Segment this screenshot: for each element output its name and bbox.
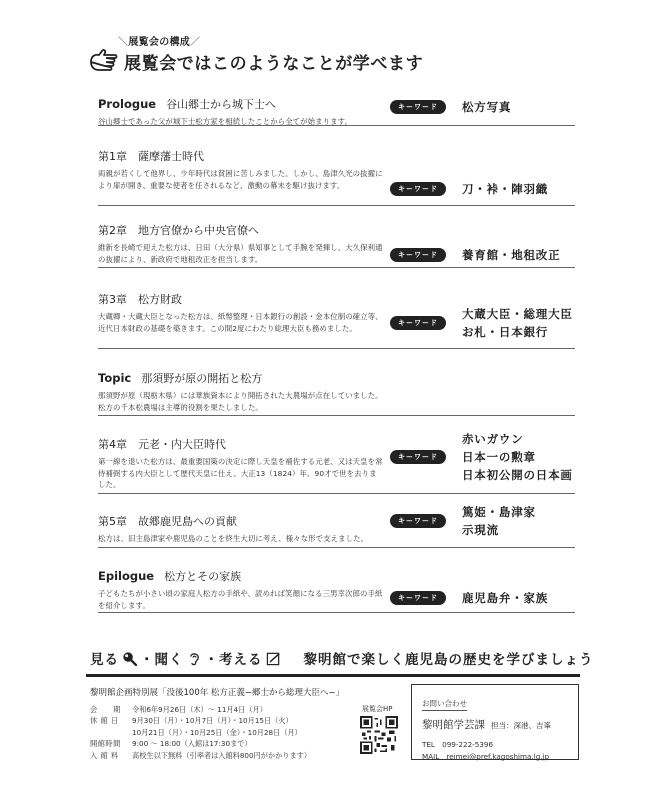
- info-value: 10月21日（月）・10月25日（金）・10月28日（月）: [132, 727, 302, 737]
- section-description: 那須野が原（現栃木県）には華族資本により開拓された大農場が点在していました。松方の千本松農場は主導的役割を果たしました。: [98, 391, 383, 412]
- keyword-item: 大蔵大臣・総理大臣: [462, 307, 573, 321]
- info-value: 9月30日（月）・10月7日（月）・10月15日（火）: [132, 716, 293, 726]
- info-row-fee: [90, 750, 311, 762]
- keyword-badge: キーワード: [390, 591, 446, 605]
- keyword-item: 松方写真: [462, 100, 512, 114]
- keyword-item: 養育館・地租改正: [462, 248, 561, 262]
- slogan: [90, 648, 594, 668]
- contact-box: [411, 684, 579, 760]
- keyword-list: [462, 589, 548, 607]
- section-title: 松方とその家族: [164, 570, 242, 583]
- keyword-item: 鹿児島弁・家族: [462, 591, 549, 605]
- keyword-item: 篤姫・島津家: [462, 505, 536, 519]
- slogan-see: 見る: [90, 652, 119, 668]
- info-row-closed: [90, 716, 311, 728]
- section-title: 那須野が原の開拓と松方: [141, 372, 263, 385]
- section-title: 第1章 薩摩藩士時代: [98, 150, 204, 163]
- event-title: 黎明館企画特別展「没後100年 松方正義−郷士から総理大臣へ−」: [90, 688, 345, 698]
- keyword-badge: キーワード: [390, 182, 446, 196]
- section-en-label: Topic: [98, 371, 132, 385]
- section-subtitle: [118, 33, 200, 48]
- info-label: 会 期: [90, 704, 121, 714]
- pointing-hand-icon: [88, 48, 118, 74]
- slogan-listen: ・聞く: [140, 652, 184, 668]
- notepad-pencil-icon: [266, 651, 281, 666]
- section-chapter-5: [98, 505, 575, 548]
- section-prologue: [98, 96, 575, 126]
- keyword-badge: キーワード: [390, 514, 446, 528]
- info-value: 9:00 〜 18:00（入館は17:30まで）: [132, 739, 252, 749]
- section-epilogue: [98, 568, 575, 613]
- contact-tel[interactable]: TEL 099-222-5396: [422, 740, 494, 749]
- contact-email[interactable]: MAIL reimei@pref.kagoshima.lg.jp: [422, 752, 550, 761]
- info-row-closed-cont: [90, 727, 311, 739]
- section-description: 谷山郷士であった父が城下士松方家を相続したことから全てが始まります。: [98, 117, 353, 126]
- section-description: 維新を長崎で迎えた松方は、日田（大分県）県知事として手腕を発揮し、大久保利通の抜擢により、新政府で地租改正を担当します。: [98, 243, 383, 264]
- section-chapter-3: [98, 291, 575, 349]
- keyword-badge: キーワード: [390, 248, 446, 262]
- keyword-list: [462, 503, 536, 539]
- contact-org-name: 黎明館学芸課: [422, 719, 485, 731]
- section-chapter-4: [98, 432, 575, 494]
- keyword-badge: キーワード: [390, 450, 446, 464]
- section-chapter-1: [98, 148, 575, 206]
- keyword-badge: キーワード: [390, 316, 446, 330]
- event-info-table: [90, 704, 311, 762]
- keyword-list: [462, 430, 573, 484]
- slogan-message: 黎明館で楽しく鹿児島の歴史を学びましょう: [303, 652, 594, 668]
- section-en-label: Epilogue: [98, 569, 155, 583]
- info-row-hours: [90, 739, 311, 751]
- section-title: 第3章 松方財政: [98, 293, 182, 306]
- keyword-item: 赤いガウン: [462, 432, 524, 446]
- info-label: 休 館 日: [90, 716, 119, 726]
- section-title: 第4章 元老・内大臣時代: [98, 438, 226, 451]
- info-value: 高校生以下無料（引率者は入館料800円がかかります）: [132, 750, 312, 760]
- keyword-item: 刀・裃・陣羽織: [462, 182, 549, 196]
- section-title: 第2章 地方官僚から中央官僚へ: [98, 224, 259, 237]
- section-title: 谷山郷士から城下士へ: [166, 98, 277, 111]
- section-description: 第一線を退いた松方は、最重要国策の決定に際し天皇を補佐する元老、又は天皇を常侍補弼する内大臣として歴代天皇に仕え、大正13（1824）年、90才で世を去りました。: [98, 457, 383, 489]
- section-chapter-2: [98, 222, 575, 268]
- slash-decoration: ／: [190, 37, 201, 48]
- keyword-list: [462, 305, 573, 341]
- info-label: 開館時間: [90, 739, 121, 749]
- keyword-list: [462, 98, 511, 116]
- section-description: 子どもたちが小さい頃の家庭人松方の手紙や、読めれば笑顔になる三男幸次郎の手紙を紹介します。: [98, 589, 383, 610]
- slash-decoration: ＼: [118, 37, 129, 48]
- divider: [86, 674, 580, 677]
- qr-code-icon[interactable]: [360, 716, 398, 754]
- info-row-period: [90, 704, 311, 716]
- contact-heading: お問い合わせ: [422, 698, 467, 711]
- slogan-think: ・考える: [204, 652, 263, 668]
- qr-label: 展覧会HP: [362, 705, 393, 713]
- section-topic: [98, 370, 575, 416]
- keyword-item: 示現流: [462, 523, 499, 537]
- info-label: 入 館 料: [90, 750, 119, 760]
- keyword-item: お札・日本銀行: [462, 325, 549, 339]
- section-description: 両親が若くして他界し、少年時代は貧困に苦しみました。しかし、島津久光の抜擢により扉が開き、重要な使者を任されるなど、激動の幕末を駆け抜けます。: [98, 169, 383, 190]
- keyword-item: 日本初公開の日本画: [462, 468, 573, 482]
- ear-icon: [187, 651, 202, 666]
- subtitle-text: 展覧会の構成: [128, 37, 191, 48]
- section-description: 大蔵卿・大蔵大臣となった松方は、紙幣整理・日本銀行の創設・金本位制の確立等、近代日本財政の基礎を築きます。この間2度にわたり総理大臣も務めました。: [98, 312, 383, 333]
- magnifier-icon: [122, 651, 137, 666]
- section-description: 松方は、旧主島津家や鹿児島のことを終生大切に考え、様々な形で支えました。: [98, 534, 369, 543]
- section-en-label: Prologue: [98, 97, 157, 111]
- keyword-item: 日本一の勲章: [462, 450, 536, 464]
- page-title: 展覧会ではこのようなことが学べます: [124, 53, 424, 74]
- keyword-list: [462, 180, 548, 198]
- contact-person: 担当：深港、吉峯: [491, 721, 551, 730]
- contact-org: [422, 717, 568, 732]
- info-value: 令和6年9月26日（木）〜 11月4日（月）: [132, 704, 267, 714]
- keyword-list: [462, 246, 560, 264]
- page-title-row: [88, 48, 423, 74]
- section-title: 第5章 故郷鹿児島への貢献: [98, 515, 237, 528]
- keyword-badge: キーワード: [390, 100, 446, 114]
